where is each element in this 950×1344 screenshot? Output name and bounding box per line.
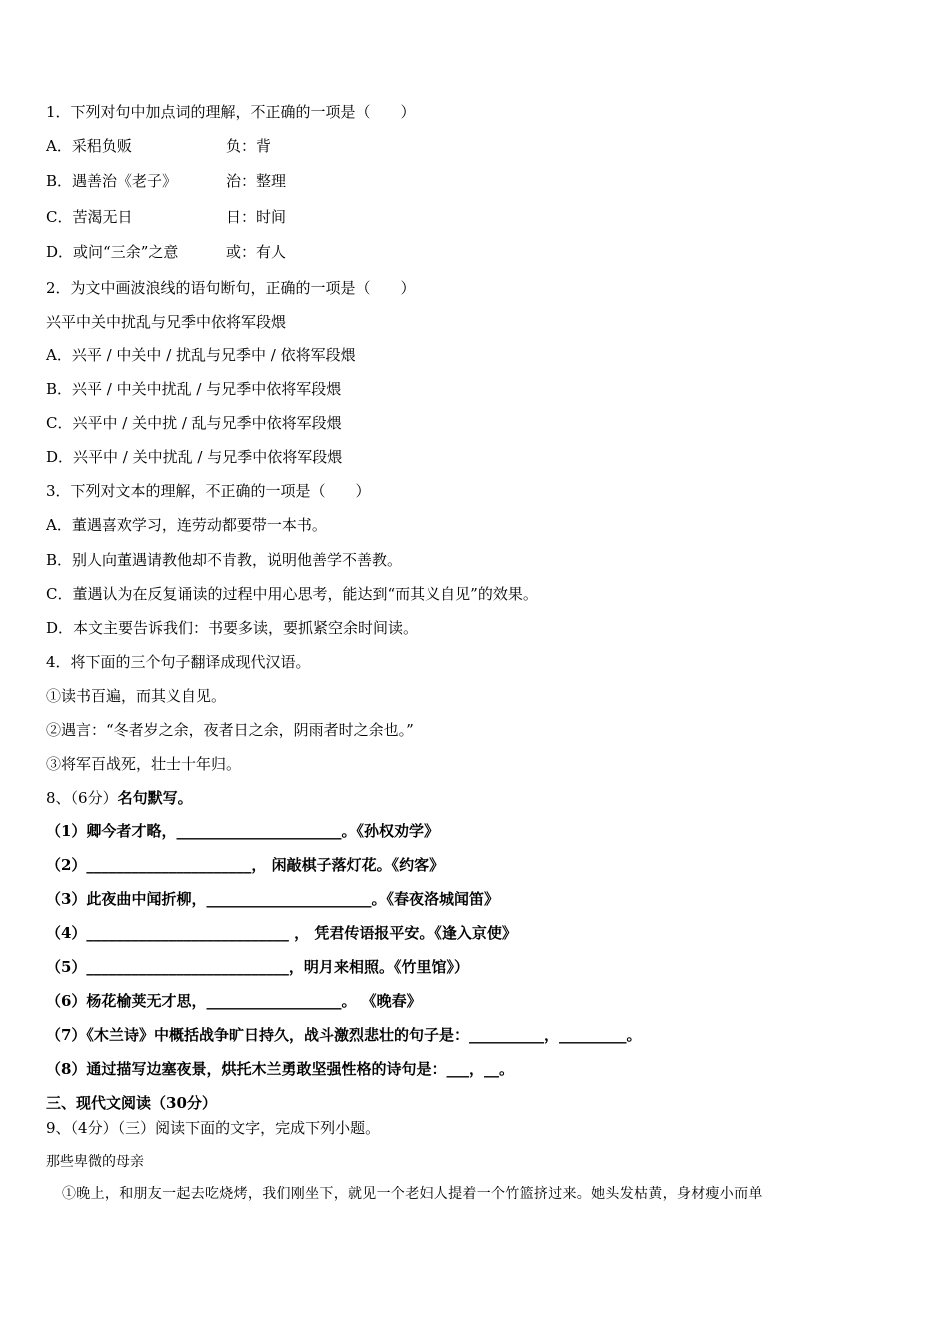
q8-item-5: （5）___________________________，明月来相照。《竹里馆》） (46, 958, 469, 976)
q1-option-answer: 日：时间 (226, 208, 287, 226)
q3-option-c: C．董遇认为在反复诵读的过程中用心思考，能达到“而其义自见”的效果。 (46, 585, 538, 603)
q8-item-7: （7）《木兰诗》中概括战争旷日持久，战斗激烈悲壮的句子是：__________，_________。 (46, 1026, 642, 1044)
q2-stem: 2．为文中画波浪线的语句断句，正确的一项是（ ） (46, 279, 416, 297)
q8-item-6: （6）杨花榆荚无才思，__________________。 《晚春》 (46, 992, 422, 1010)
section3-title: 三、现代文阅读（30分） (46, 1094, 217, 1112)
q8-prefix: 8、（6分） (46, 789, 118, 807)
q2-sentence: 兴平中关中扰乱与兄季中依将军段煨 (46, 313, 287, 331)
q9-article-title: 那些卑微的母亲 (46, 1154, 144, 1170)
q1-stem: 1．下列对句中加点词的理解，不正确的一项是（ ） (46, 103, 416, 121)
q2-option-a: A．兴平 / 中关中 / 扰乱与兄季中 / 依将军段煨 (46, 346, 356, 364)
q3-option-a: A．董遇喜欢学习，连劳动都要带一本书。 (46, 516, 327, 534)
q2-option-d: D．兴平中 / 关中扰乱 / 与兄季中依将军段煨 (46, 448, 343, 466)
q8-item-2: （2）______________________， 闲敲棋子落灯花。《约客》 (46, 856, 445, 874)
q8-item-4: （4）___________________________ ， 凭君传语报平安。《逢入京使》 (46, 924, 517, 942)
q4-item-2: ②遇言：“冬者岁之余，夜者日之余，阴雨者时之余也。” (46, 721, 414, 739)
q9-stem: 9、（4分）（三）阅读下面的文字，完成下列小题。 (46, 1119, 381, 1137)
q4-stem: 4．将下面的三个句子翻译成现代汉语。 (46, 653, 311, 671)
q1-option-answer: 治：整理 (226, 172, 287, 190)
q8-item-1: （1）卿今者才略，______________________。《孙权劝学》 (46, 822, 439, 840)
q1-option-text: A．采稆负贩 (46, 137, 132, 155)
q8-heading (46, 788, 193, 808)
q8-item-3: （3）此夜曲中闻折柳，______________________。《春夜洛城闻笛》 (46, 890, 499, 908)
q3-option-d: D．本文主要告诉我们：书要多读，要抓紧空余时间读。 (46, 619, 419, 637)
q1-option-d (46, 242, 286, 262)
q1-option-c (46, 207, 286, 227)
q1-option-b (46, 171, 286, 191)
q4-item-3: ③将军百战死，壮士十年归。 (46, 755, 242, 773)
q9-paragraph-1: ①晚上，和朋友一起去吃烧烤，我们刚坐下，就见一个老妇人提着一个竹篮挤过来。她头发枯黄，身材瘦小而单 (62, 1186, 763, 1202)
q1-option-a (46, 136, 271, 156)
q1-option-answer: 或：有人 (226, 243, 287, 261)
q1-option-answer: 负：背 (226, 137, 272, 155)
q2-option-c: C．兴平中 / 关中扰 / 乱与兄季中依将军段煨 (46, 414, 342, 432)
q4-item-1: ①读书百遍，而其义自见。 (46, 687, 227, 705)
q3-stem: 3．下列对文本的理解，不正确的一项是（ ） (46, 482, 371, 500)
q2-option-b: B．兴平 / 中关中扰乱 / 与兄季中依将军段煨 (46, 380, 342, 398)
q3-option-b: B．别人向董遇请教他却不肯教，说明他善学不善教。 (46, 551, 403, 569)
q1-option-text: C．苦渴无日 (46, 208, 133, 226)
q1-option-text: B．遇善治《老子》 (46, 172, 178, 190)
q8-title: 名句默写。 (117, 789, 193, 807)
q1-option-text: D．或问“三余”之意 (46, 243, 179, 261)
q8-item-8: （8）通过描写边塞夜景，烘托木兰勇敢坚强性格的诗句是：___，__。 (46, 1060, 514, 1078)
